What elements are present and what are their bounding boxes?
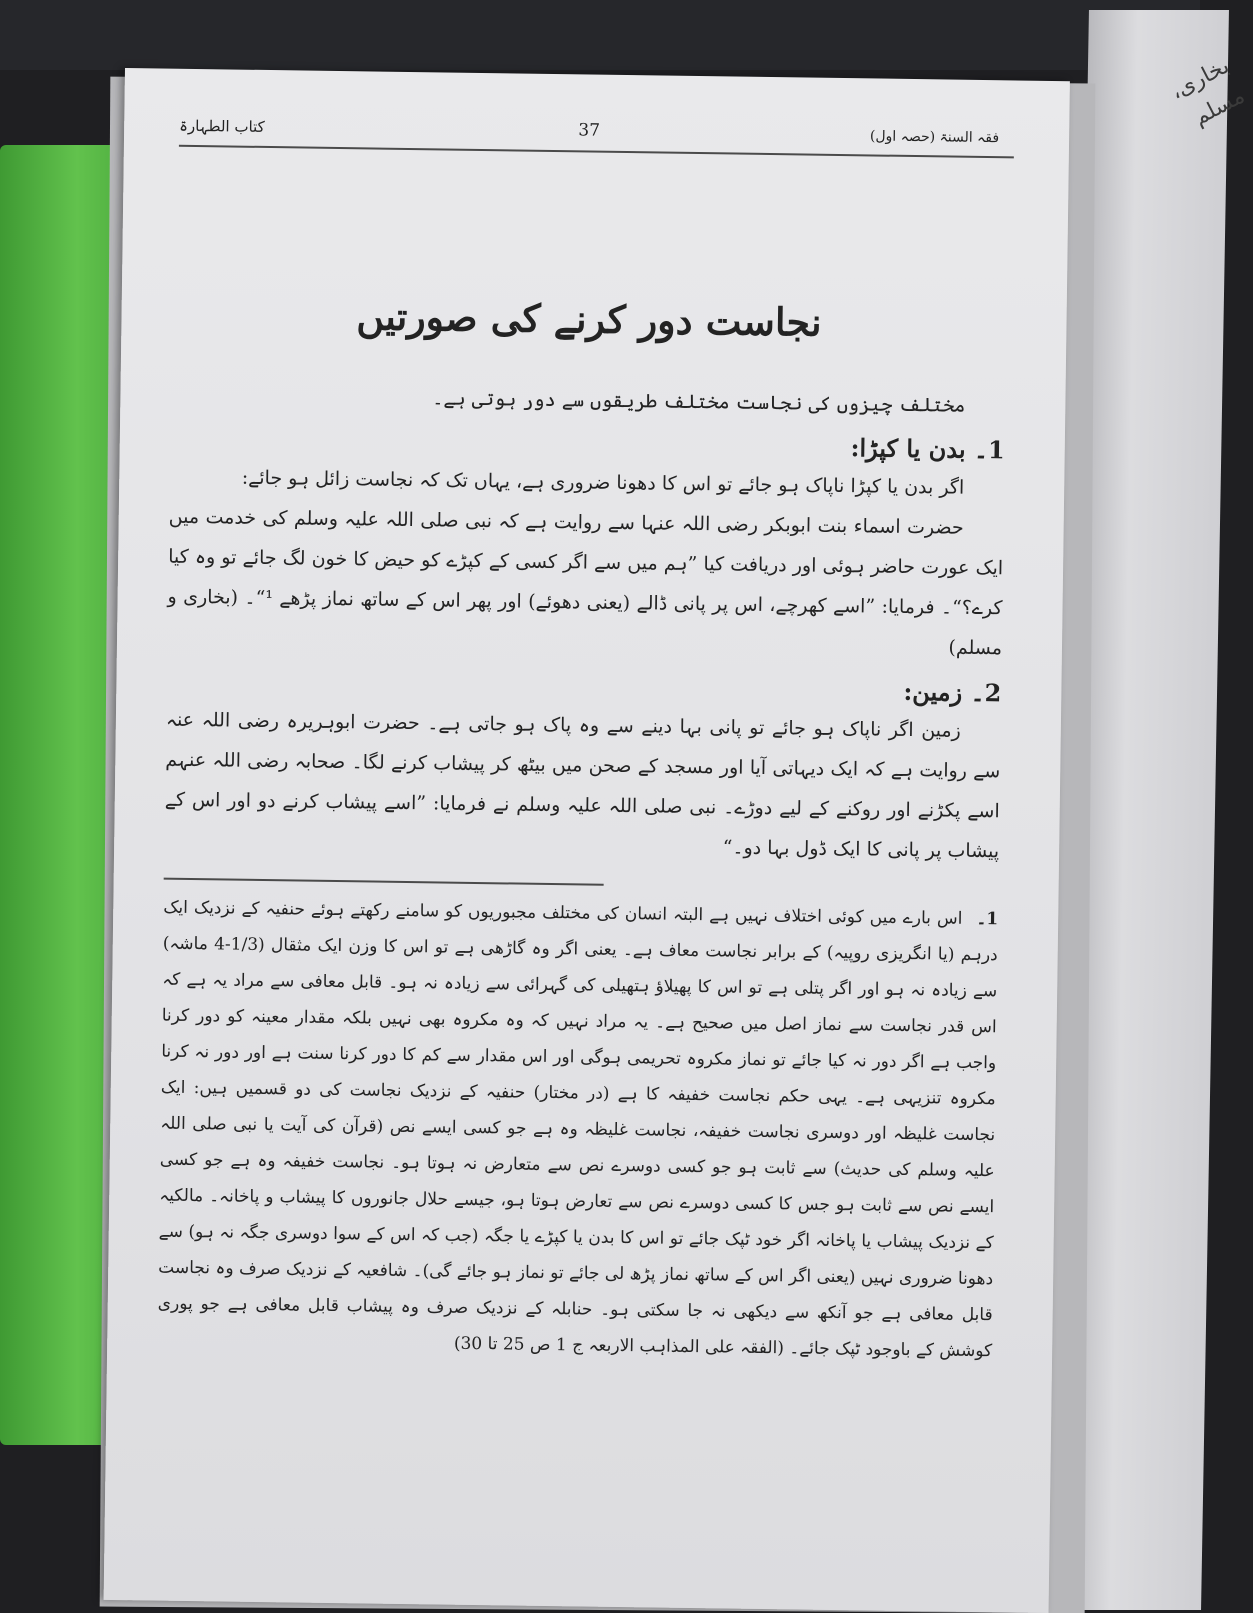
header-chapter-title: کتاب الطہارۃ [179,116,265,136]
section-heading-ground: 2۔ زمین: [903,676,1002,708]
footnote [157,890,998,1370]
paragraph: اگر بدن یا کپڑا ناپاک ہو جائے تو اس کا دھونا ضروری ہے، یہاں تک کہ نجاست زائل ہو جائے: [241,466,965,499]
chapter-title: نجاست دور کرنے کی صورتیں [356,293,822,345]
footnote-mark: 1۔ [976,908,999,930]
paragraph: حضرت اسماء بنت ابوبکر رضی اللہ عنہا سے روایت ہے کہ نبی صلی اللہ علیہ وسلم کی خدمت میں ایک عورت حاضر ہوئی اور دریافت کیا ”ہم میں سے اگر کسی کے کپڑے کو حیض کا خون لگ جائے تو وہ کیا کرے؟“۔ فرمایا: ”اسے کھرچے، اس پر پانی ڈالے (یعنی دھوئے) اور پھر اس کے ساتھ نماز پڑھے ¹“۔ (بخاری و مسلم) [167,505,1004,660]
footnote-rule [164,878,604,886]
paragraph: زمین اگر ناپاک ہو جائے تو پانی بہا دینے سے وہ پاک ہو جاتی ہے۔ حضرت ابوہریرہ رضی اللہ عنہ سے روایت ہے کہ ایک دیہاتی آیا اور مسجد کے صحن میں بیٹھ کر پیشاب کرنے لگا۔ صحابہ رضی اللہ عنہم اسے پکڑنے اور روکنے کے لیے دوڑے۔ نبی صلی اللہ علیہ وسلم نے فرمایا: ”اسے پیشاب کرنے دو اور اس کے پیشاب پر پانی کا ایک ڈول بہا دو۔“ [164,708,1001,863]
intro-paragraph: مختلف چیزوں کی نجاست مختلف طریقوں سے دور ہوتی ہے۔ [432,387,966,417]
page-number: 37 [578,120,601,141]
header-book-title: فقہ السنۃ (حصہ اول) [869,128,1000,147]
page-body [157,269,1007,1370]
facing-page-text: بخاری، مسلم [1166,53,1249,131]
footnote-text: اس بارے میں کوئی اختلاف نہیں ہے البتہ انسان کی مختلف مجبوریوں کو سامنے رکھتے ہوئے حنفیہ کے نزدیک ایک درہم (یا انگریزی روپیہ) کے برابر نجاست معاف ہے۔ یعنی اگر وہ گاڑھی ہے تو اس کا وزن ایک مثقال (1/3-4 ماشہ) سے زیادہ نہ ہو اور اگر پتلی ہے تو اس کا پھیلاؤ ہتھیلی کی گہرائی سے زیادہ نہ ہو۔ قابل معافی سے مراد یہ ہے کہ اس قدر نجاست سے نماز اصل میں صحیح ہے۔ یہ مراد نہیں کہ وہ مکروہ بھی نہیں بلکہ مقدار معینہ کو دور کرنا واجب ہے اگر دور نہ کیا جائے تو نماز مکروہ تحریمی ہوگی اور اس مقدار سے کم کا دور کرنا سنت ہے اور دور نہ کرنا مکروہ تنزیہی ہے۔ یہی حکم نجاست خفیفہ کا ہے (در مختار) حنفیہ کے نزدیک نجاست کی دو قسمیں ہیں: ایک نجاست غلیظہ اور دوسری نجاست خفیفہ، نجاست غلیظہ وہ ہے جو کسی ایسے نص (قرآن کی آیت یا نبی صلی اللہ علیہ وسلم کی حدیث) سے ثابت ہو جو کسی دوسرے نص سے متعارض نہ ہوتا ہو۔ نجاست خفیفہ وہ ہے جو کسی ایسے نص سے ثابت ہو جس کا کسی دوسرے نص سے تعارض ہوتا ہو، جیسے حلال جانوروں کا پیشاب و پاخانہ۔ مالکیہ کے نزدیک پیشاب یا پاخانہ اگر خود ٹپک جائے تو اس کا بدن یا کپڑے یا جگہ (جب کہ اس کے سوا دوسری جگہ نہ ہو) سے دھونا ضروری نہیں (یعنی اگر اس کے ساتھ نماز پڑھ لی جائے تو نماز ہو جائے گی)۔ شافعیہ کے نزدیک صرف وہ نجاست قابل معافی ہے جو آنکھ سے دیکھی نہ جا سکتی ہو۔ حنابلہ کے نزدیک صرف وہ پیشاب قابل معافی ہے جو پوری کوشش کے باوجود ٹپک جائے۔ (الفقہ علی المذاہب الاربعہ ج 1 ص 25 تا 30) [157,897,998,1362]
desk-background [0,0,1200,70]
book-page [104,68,1070,1613]
section-heading-body-clothes: 1۔ بدن یا کپڑا: [850,433,1005,465]
